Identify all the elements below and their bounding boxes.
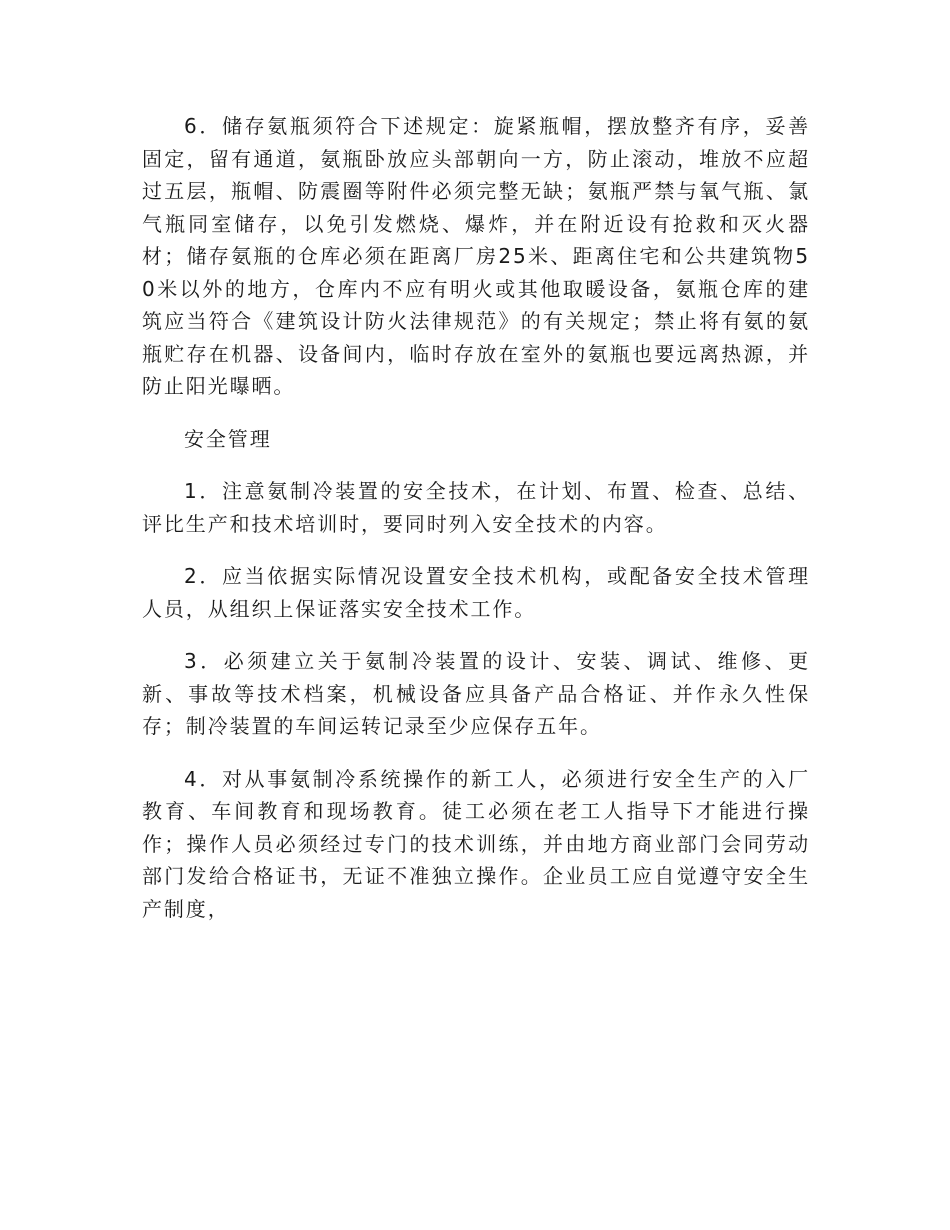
paragraph-item-6-storage-rules: 6．储存氨瓶须符合下述规定：旋紧瓶帽，摆放整齐有序，妥善固定，留有通道，氨瓶卧放应头部朝向一方，防止滚动，堆放不应超过五层，瓶帽、防震圈等附件必须完整无缺；氨瓶严禁与氧气瓶、氯气瓶同室储存，以免引发燃烧、爆炸，并在附近设有抢救和灭火器材；储存氨瓶的仓库必须在距离厂房25米、距离住宅和公共建筑物50米以外的地方，仓库内不应有明火或其他取暖设备，氨瓶仓库的建筑应当符合《建筑设计防火法律规范》的有关规定；禁止将有氨的氨瓶贮存在机器、设备间内，临时存放在室外的氨瓶也要远离热源，并防止阳光曝晒。 [142,114,810,398]
paragraph-item-4: 4．对从事氨制冷系统操作的新工人，必须进行安全生产的入厂教育、车间教育和现场教育。徒工必须在老工人指导下才能进行操作；操作人员必须经过专门的技术训练，并由地方商业部门会同劳动部门发给合格证书，无证不准独立操作。企业员工应自觉遵守安全生产制度， [142,766,810,921]
document-page [142,110,810,945]
section-heading-safety-management: 安全管理 [184,426,272,451]
paragraph-item-1: 1．注意氨制冷装置的安全技术，在计划、布置、检查、总结、评比生产和技术培训时，要同时列入安全技术的内容。 [142,479,810,536]
paragraph-item-2: 2．应当依据实际情况设置安全技术机构，或配备安全技术管理人员，从组织上保证落实安全技术工作。 [142,564,810,621]
paragraph-item-3: 3．必须建立关于氨制冷装置的设计、安装、调试、维修、更新、事故等技术档案，机械设备应具备产品合格证、并作永久性保存；制冷装置的车间运转记录至少应保存五年。 [142,649,810,738]
